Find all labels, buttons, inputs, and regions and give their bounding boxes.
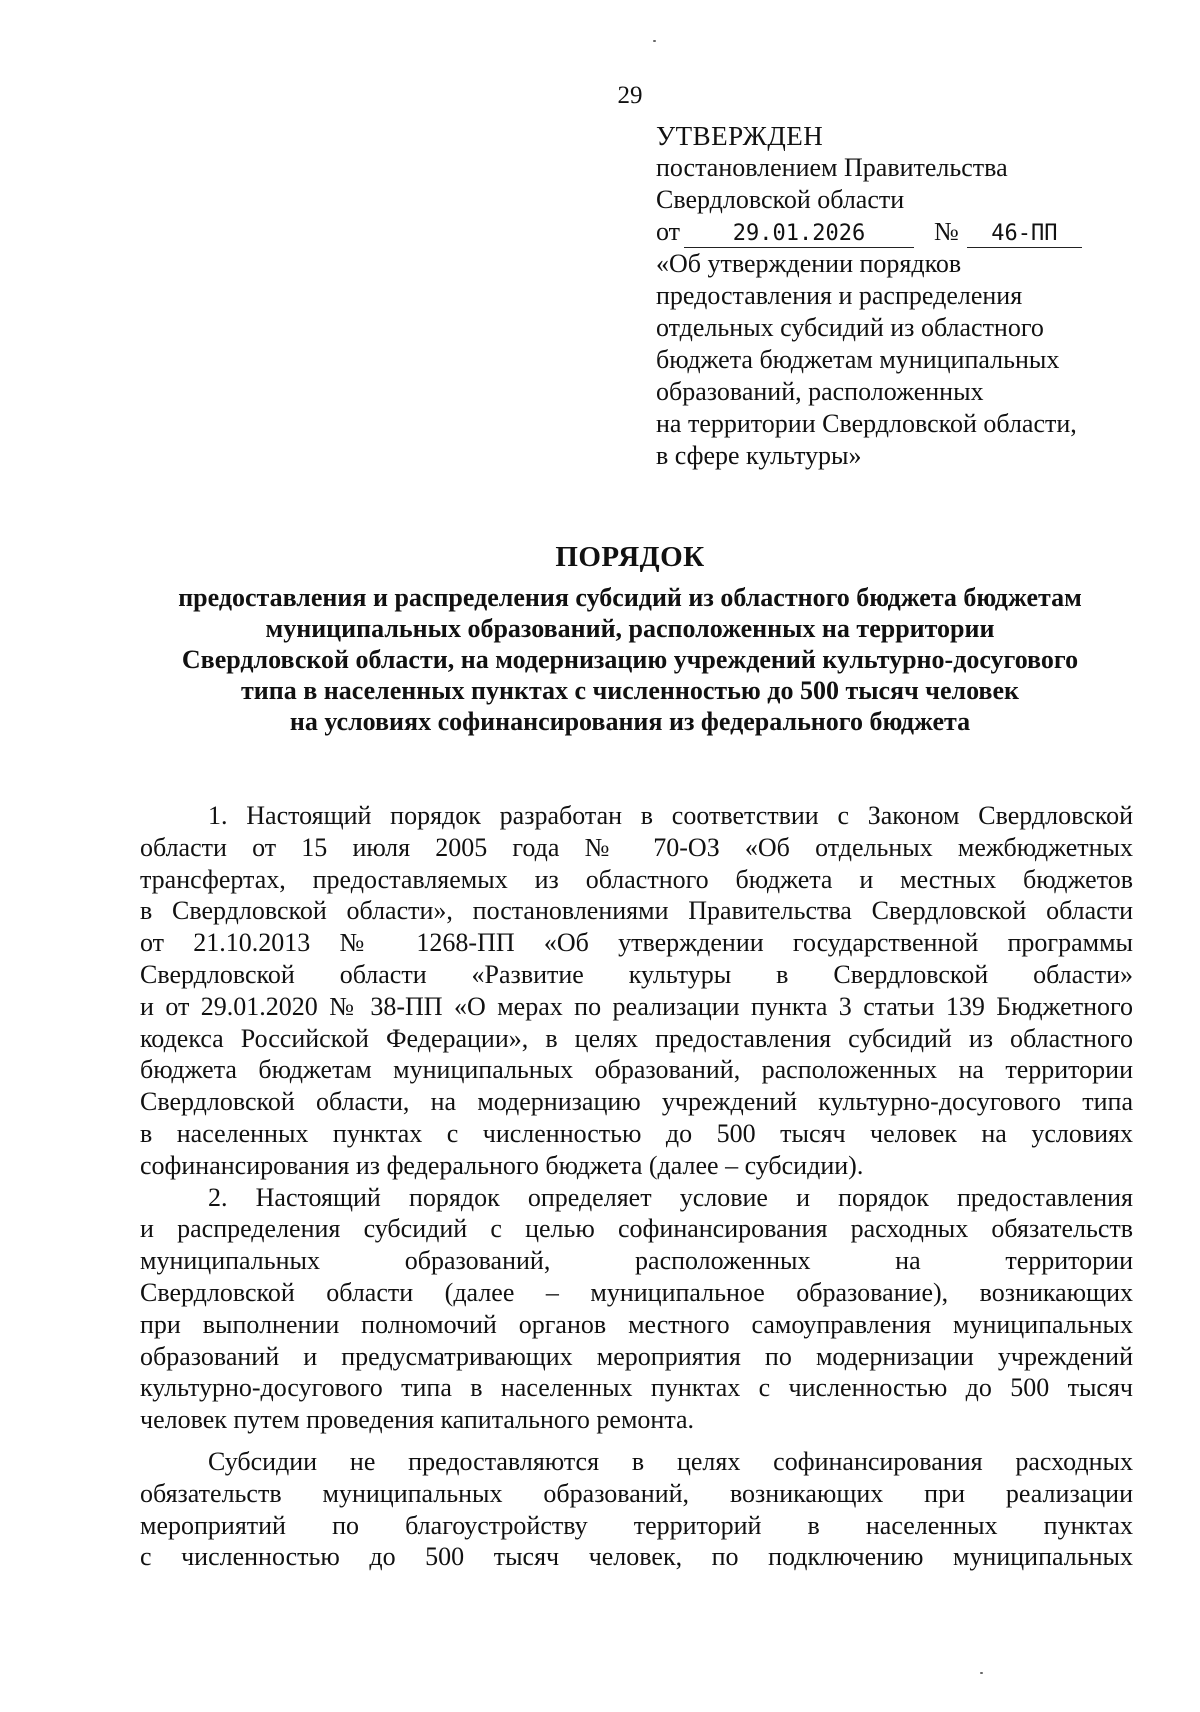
- body-line: Свердловской области (далее – муниципальное образование), возникающих: [140, 1277, 1133, 1307]
- body-line: кодекса Российской Федерации», в целях предоставления субсидий из областного: [140, 1023, 1133, 1053]
- approval-number: 46-ПП: [967, 221, 1082, 248]
- body-line: трансфертах, предоставляемых из областного бюджета и местных бюджетов: [140, 864, 1133, 894]
- body-line: человек путем проведения капитального ремонта.: [140, 1405, 695, 1435]
- body-line: обязательств муниципальных образований, возникающих при реализации: [140, 1478, 1133, 1508]
- document-subtitle-line: типа в населенных пунктах с численностью до 500 тысяч человек: [240, 676, 1019, 705]
- body-line: и распределения субсидий с целью софинансирования расходных обязательств: [140, 1214, 1133, 1244]
- body-line: муниципальных образований, расположенных на территории: [140, 1246, 1133, 1276]
- body-paragraph: [140, 800, 1133, 1182]
- body-line: области от 15 июля 2005 года № 70-ОЗ «Об отдельных межбюджетных: [140, 832, 1133, 862]
- body-line: мероприятий по благоустройству территорий в населенных пунктах: [140, 1510, 1133, 1540]
- document-body: [140, 800, 1133, 1573]
- body-line: в Свердловской области», постановлениями Правительства Свердловской области: [140, 896, 1133, 926]
- page-number: 29: [617, 82, 643, 109]
- body-line: 2. Настоящий порядок определяет условие и порядок предоставления: [208, 1182, 1133, 1212]
- approval-subject-line: отдельных субсидий из областного: [656, 313, 1044, 342]
- body-line: при выполнении полномочий органов местного самоуправления муниципальных: [140, 1309, 1133, 1339]
- document-title: ПОРЯДОК: [555, 541, 705, 573]
- body-line: Свердловской области «Развитие культуры в Свердловской области»: [140, 959, 1133, 989]
- approval-subject-line: «Об утверждении порядков: [656, 249, 962, 278]
- approval-subject-line: на территории Свердловской области,: [656, 409, 1077, 438]
- date-prefix: от: [656, 217, 681, 246]
- document-subtitle: [140, 582, 1120, 737]
- body-line: 1. Настоящий порядок разработан в соответствии с Законом Свердловской: [208, 801, 1133, 830]
- body-line: с численностью до 500 тысяч человек, по подключению муниципальных: [140, 1542, 1133, 1572]
- body-line: в населенных пунктах с численностью до 500 тысяч человек на условиях: [140, 1118, 1133, 1148]
- body-line: образований и предусматривающих мероприятия по модернизации учреждений: [140, 1341, 1133, 1371]
- approval-subject-line: предоставления и распределения: [656, 281, 1023, 310]
- approval-subject-line: в сфере культуры»: [656, 441, 862, 470]
- approval-heading: УТВЕРЖДЕН: [656, 121, 824, 151]
- scan-speck: [653, 40, 656, 42]
- body-paragraph: [140, 1446, 1133, 1573]
- body-line: Свердловской области, на модернизацию учреждений культурно-досугового типа: [140, 1087, 1133, 1117]
- document-heading: [140, 540, 1120, 737]
- approval-issuer-line: Свердловской области: [656, 185, 905, 214]
- approval-issuer-line: постановлением Правительства: [656, 153, 1008, 182]
- body-line: от 21.10.2013 № 1268-ПП «Об утверждении государственной программы: [140, 928, 1133, 958]
- body-line: Субсидии не предоставляются в целях софинансирования расходных: [208, 1446, 1133, 1476]
- document-subtitle-line: Свердловской области, на модернизацию учреждений культурно-досугового: [181, 645, 1079, 674]
- body-line: и от 29.01.2020 № 38-ПП «О мерах по реализации пункта 3 статьи 139 Бюджетного: [140, 991, 1133, 1021]
- document-subtitle-line: предоставления и распределения субсидий из областного бюджета бюджетам: [178, 583, 1082, 612]
- scan-speck: [980, 1672, 983, 1674]
- approval-stamp: [656, 120, 1176, 472]
- document-subtitle-line: на условиях софинансирования из федерального бюджета: [289, 707, 971, 736]
- body-paragraph: [140, 1182, 1133, 1436]
- approval-date: 29.01.2026: [684, 221, 914, 248]
- body-line: софинансирования из федерального бюджета (далее – субсидии).: [140, 1150, 864, 1180]
- body-line: культурно-досугового типа в населенных пунктах с численностью до 500 тысяч: [140, 1373, 1133, 1403]
- approval-subject-line: образований, расположенных: [656, 377, 984, 406]
- approval-subject-line: бюджета бюджетам муниципальных: [656, 345, 1060, 374]
- approval-subject: [656, 248, 1176, 472]
- body-line: бюджета бюджетам муниципальных образований, расположенных на территории: [140, 1055, 1133, 1085]
- approval-date-line: [656, 216, 1176, 248]
- document-subtitle-line: муниципальных образований, расположенных на территории: [265, 614, 995, 643]
- number-prefix: №: [934, 217, 959, 246]
